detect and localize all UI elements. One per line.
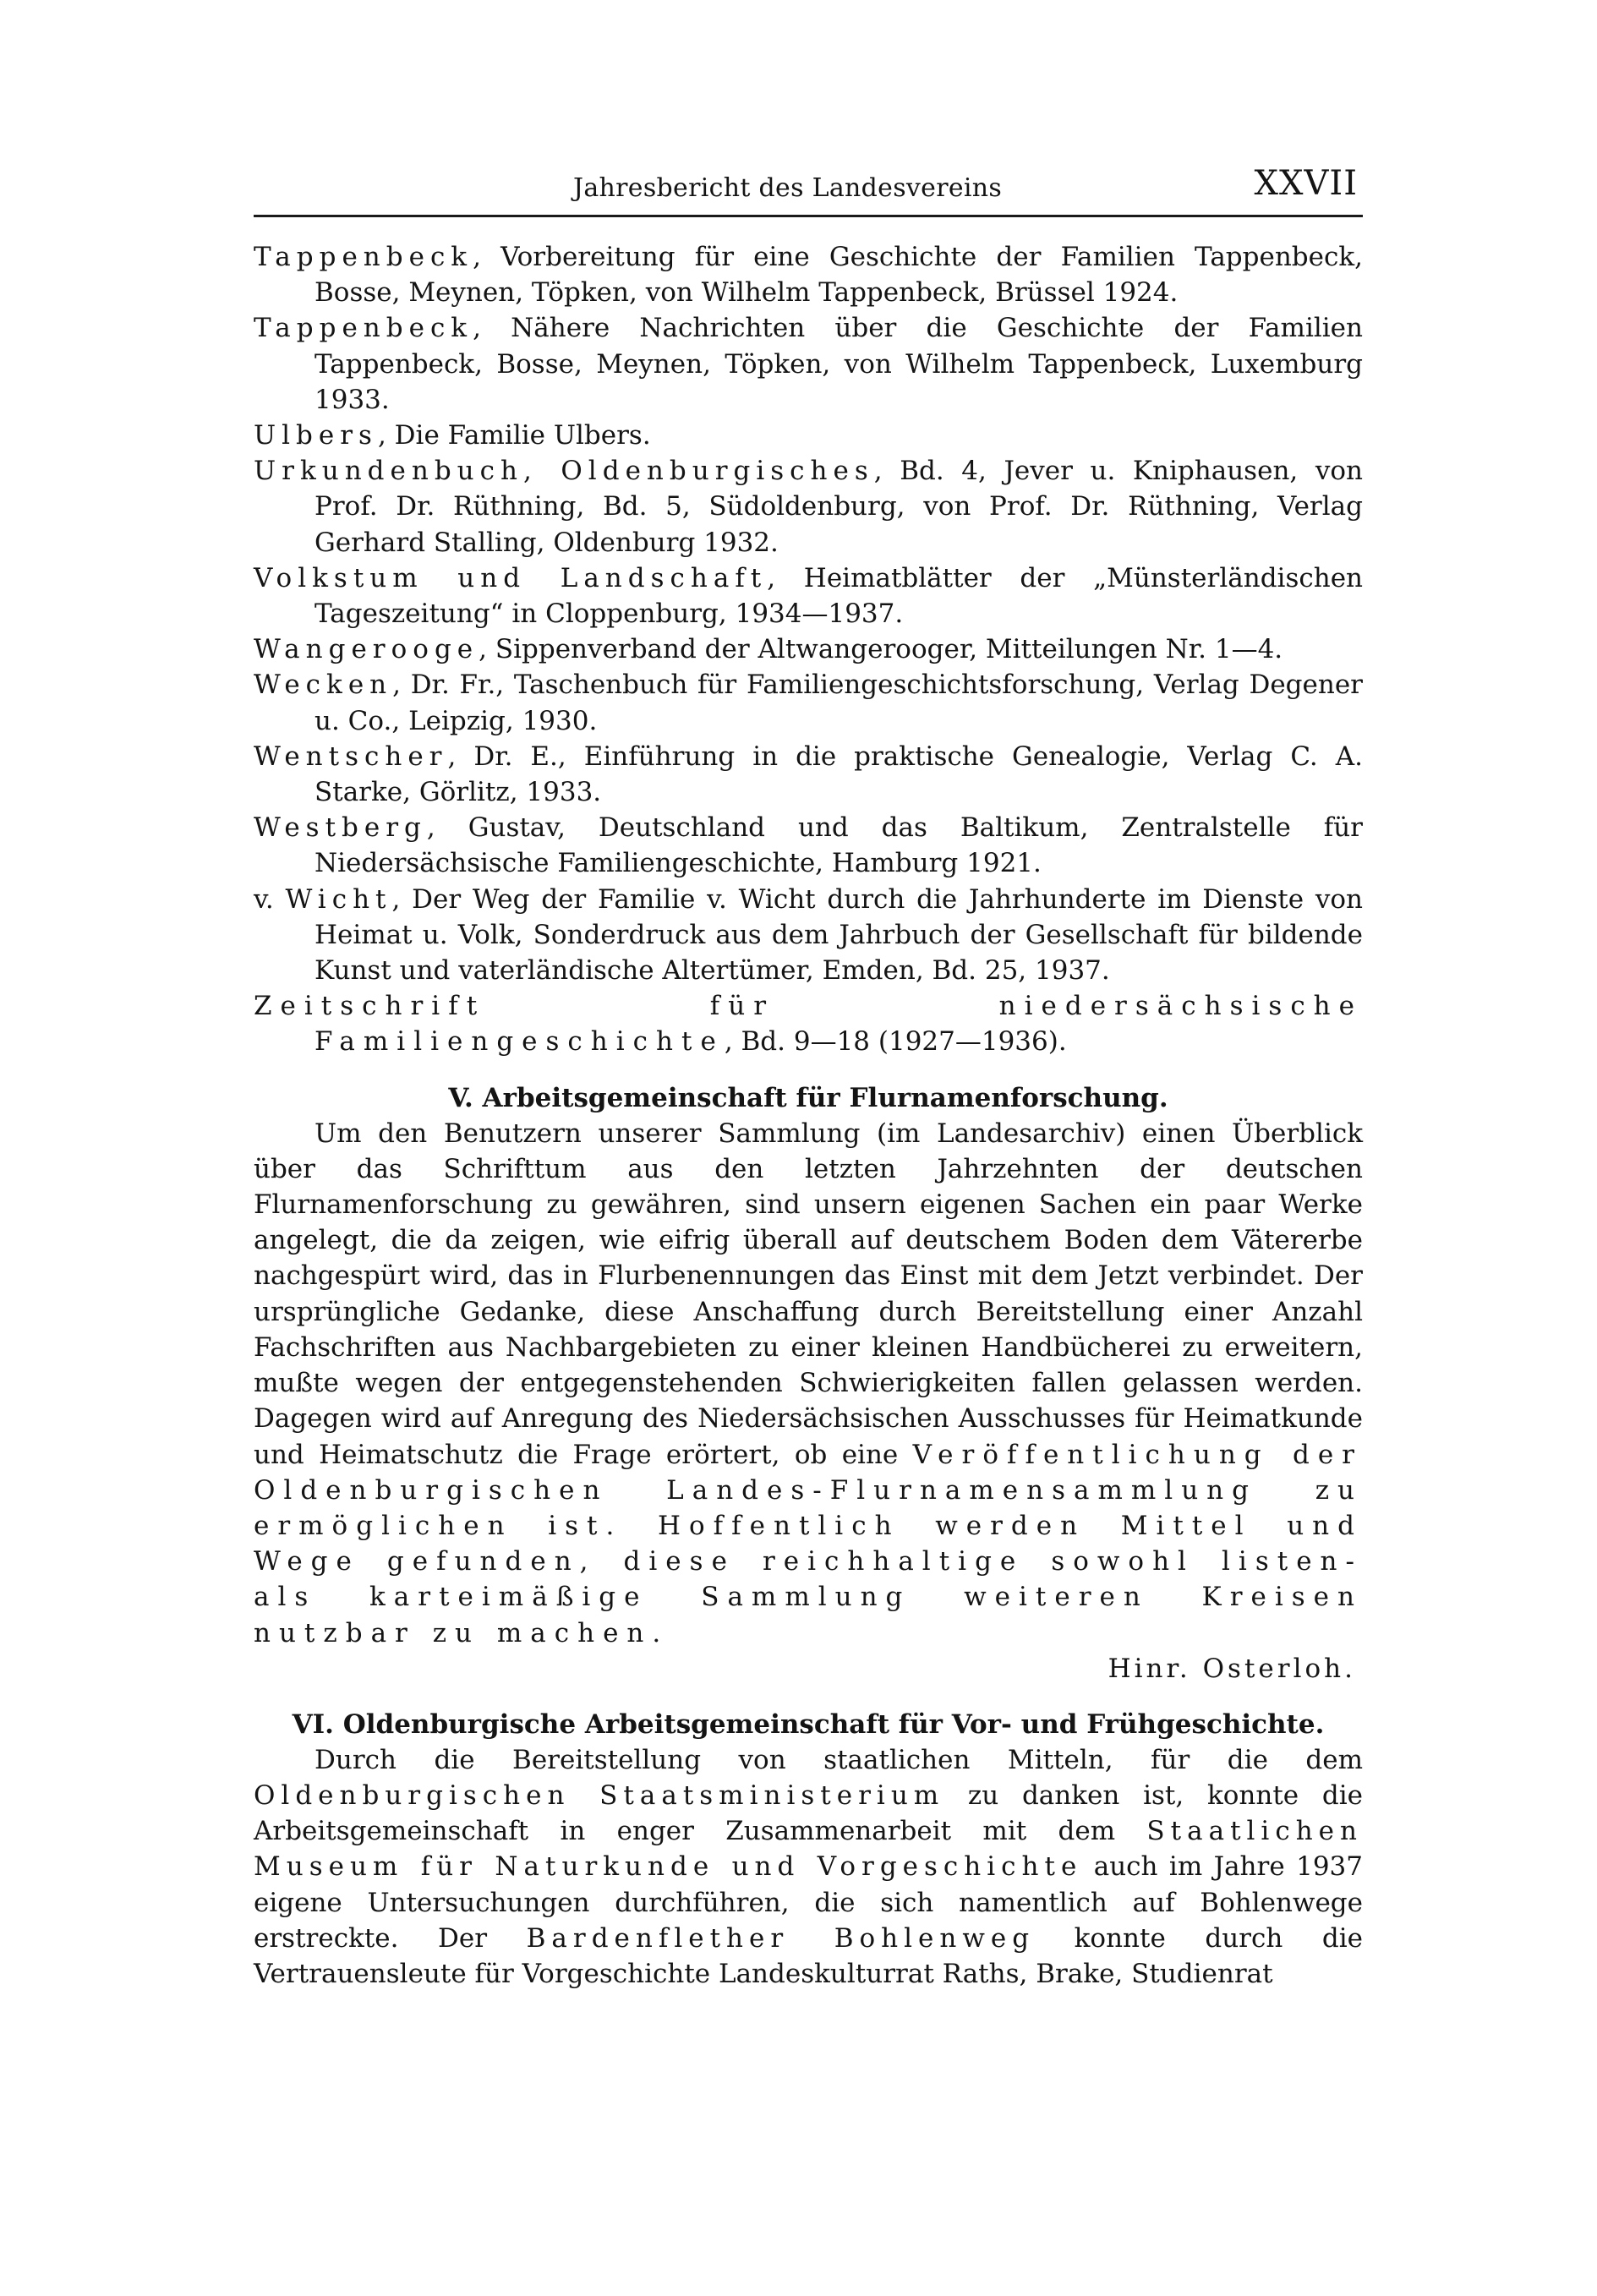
- document-page: [254, 149, 1363, 1992]
- bib-text: , Gustav, Deutschland und das Baltikum, Zentralstelle für Niedersächsische Familiengeschichte, Hamburg 1921.: [314, 812, 1363, 879]
- bib-author: Wangerooge: [254, 634, 479, 665]
- author-signature: Hinr. Osterloh.: [1108, 1653, 1356, 1684]
- paragraph-text: auch im Jahre 1937 eigene Untersuchungen durchführen, die sich namentlich auf Bohlenwege erstreckte. Der: [254, 1851, 1363, 1954]
- paragraph-spaced-text: Veröffentlichung der Oldenburgischen Landes-Flurnamensammlung zu ermöglichen ist. Hoffentlich werden Mittel und Wege gefunden, diese reichhaltige sowohl listen- als karteimäßige Sammlung weiteren Kreisen nutzbar zu machen.: [254, 1439, 1364, 1648]
- bib-entry: [254, 560, 1363, 631]
- bib-entry: [254, 453, 1363, 560]
- bib-text: , Nähere Nachrichten über die Geschichte der Familien Tappenbeck, Bosse, Meynen, Töpken, von Wilhelm Tappenbeck, Luxemburg 1933.: [314, 313, 1363, 415]
- bib-text: , Vorbereitung für eine Geschichte der Familien Tappenbeck, Bosse, Meynen, Töpken, von Wilhelm Tappenbeck, Brüssel 1924.: [314, 242, 1363, 309]
- bib-text: , Dr. E., Einführung in die praktische Genealogie, Verlag C. A. Starke, Görlitz, 1933.: [314, 741, 1363, 808]
- bib-text: , Heimatblätter der „Münsterländischen Tageszeitung“ in Cloppenburg, 1934—1937.: [314, 562, 1363, 630]
- bib-author: Wicht: [285, 883, 392, 915]
- section-paragraph: [254, 1116, 1363, 1651]
- page-header: [254, 149, 1363, 217]
- bib-entry: [254, 882, 1363, 989]
- bib-author: Wentscher: [254, 741, 448, 772]
- running-title: Jahresbericht des Landesvereins: [573, 173, 1003, 203]
- bib-entry: [254, 418, 1363, 453]
- paragraph-text: konnte durch die Vertrauensleute für Vorgeschichte Landeskulturrat Raths, Brake, Studienrat: [254, 1922, 1363, 1989]
- bib-text: , Dr. Fr., Taschenbuch für Familiengeschichtsforschung, Verlag Degener u. Co., Leipzig, 1930.: [314, 670, 1363, 736]
- paragraph-spaced-text: Oldenburgischen Staatsministerium: [254, 1779, 945, 1811]
- bib-author: Volkstum und Landschaft: [254, 562, 768, 593]
- bib-author: Urkundenbuch, Oldenburgisches: [254, 456, 874, 487]
- bib-entry: [254, 988, 1363, 1059]
- bib-prefix: v.: [254, 883, 286, 915]
- bib-entry: [254, 310, 1363, 418]
- paragraph-text: Durch die Bereitstellung von staatlichen Mitteln, für die dem: [314, 1744, 1363, 1775]
- bib-author: Tappenbeck: [254, 313, 473, 344]
- paragraph-spaced-text: Staatlichen Museum für Naturkunde und Vorgeschichte: [254, 1816, 1363, 1883]
- bib-author: Westberg: [254, 812, 427, 844]
- bib-text: , Sippenverband der Altwangerooger, Mitteilungen Nr. 1—4.: [479, 634, 1283, 665]
- bib-entry: [254, 631, 1363, 667]
- section-paragraph: [254, 1742, 1363, 1992]
- bib-text: , Der Weg der Familie v. Wicht durch die Jahrhunderte im Dienste von Heimat u. Volk, Sonderdruck aus dem Jahrbuch der Gesellschaft für bildende Kunst und vaterländische Altertümer, Emden, Bd. 25, 1937.: [314, 883, 1363, 987]
- bib-author: Wecken: [254, 670, 393, 701]
- paragraph-text: Um den Benutzern unserer Sammlung (im Landesarchiv) einen Überblick über das Schrifttum aus den letzten Jahrzehnten der deutschen Flurnamenforschung zu gewähren, sind unsern eigenen Sachen ein paar Werke angelegt, die da zeigen, wie eifrig überall auf deutschem Boden dem Vätererbe nachgespürt wird, das in Flurbenennungen das Einst mit dem Jetzt verbindet. Der ursprüngliche Gedanke, diese Anschaffung durch Bereitstellung einer Anzahl Fachschriften aus Nachbargebieten zu einer kleinen Handbücherei zu erweitern, mußte wegen der entgegenstehenden Schwierigkeiten fallen gelassen werden. Dagegen wird auf Anregung des Niedersächsischen Ausschusses für Heimatkunde und Heimatschutz die Frage erörtert, ob eine: [254, 1118, 1363, 1470]
- bib-author: Ulbers: [254, 420, 378, 451]
- page-number: XXVII: [1254, 164, 1358, 203]
- section-heading: VI. Oldenburgische Arbeitsgemeinschaft für Vor- und Frühgeschichte.: [292, 1708, 1325, 1740]
- paragraph-spaced-text: Bardenflether Bohlenweg: [526, 1922, 1036, 1954]
- bibliography-list: [254, 239, 1363, 1060]
- bib-text: , Die Familie Ulbers.: [377, 420, 651, 451]
- paragraph-text: zu danken ist, konnte die Arbeitsgemeinschaft in enger Zusammenarbeit mit dem: [254, 1779, 1363, 1847]
- bib-entry: [254, 239, 1363, 310]
- bib-entry: [254, 739, 1363, 810]
- bib-text: , Bd. 9—18 (1927—1936).: [724, 1026, 1067, 1058]
- bib-author: Tappenbeck: [254, 242, 473, 272]
- bib-entry: [254, 810, 1363, 881]
- section-heading: V. Arbeitsgemeinschaft für Flurnamenforschung.: [448, 1082, 1168, 1113]
- bib-author: Zeitschrift für niedersächsische Familiengeschichte: [254, 991, 1363, 1058]
- bib-entry: [254, 667, 1363, 738]
- bib-text: , Bd. 4, Jever u. Kniphausen, von Prof. Dr. Rüthning, Bd. 5, Südoldenburg, von Prof. Dr. Rüthning, Verlag Gerhard Stalling, Oldenburg 1932.: [314, 456, 1363, 558]
